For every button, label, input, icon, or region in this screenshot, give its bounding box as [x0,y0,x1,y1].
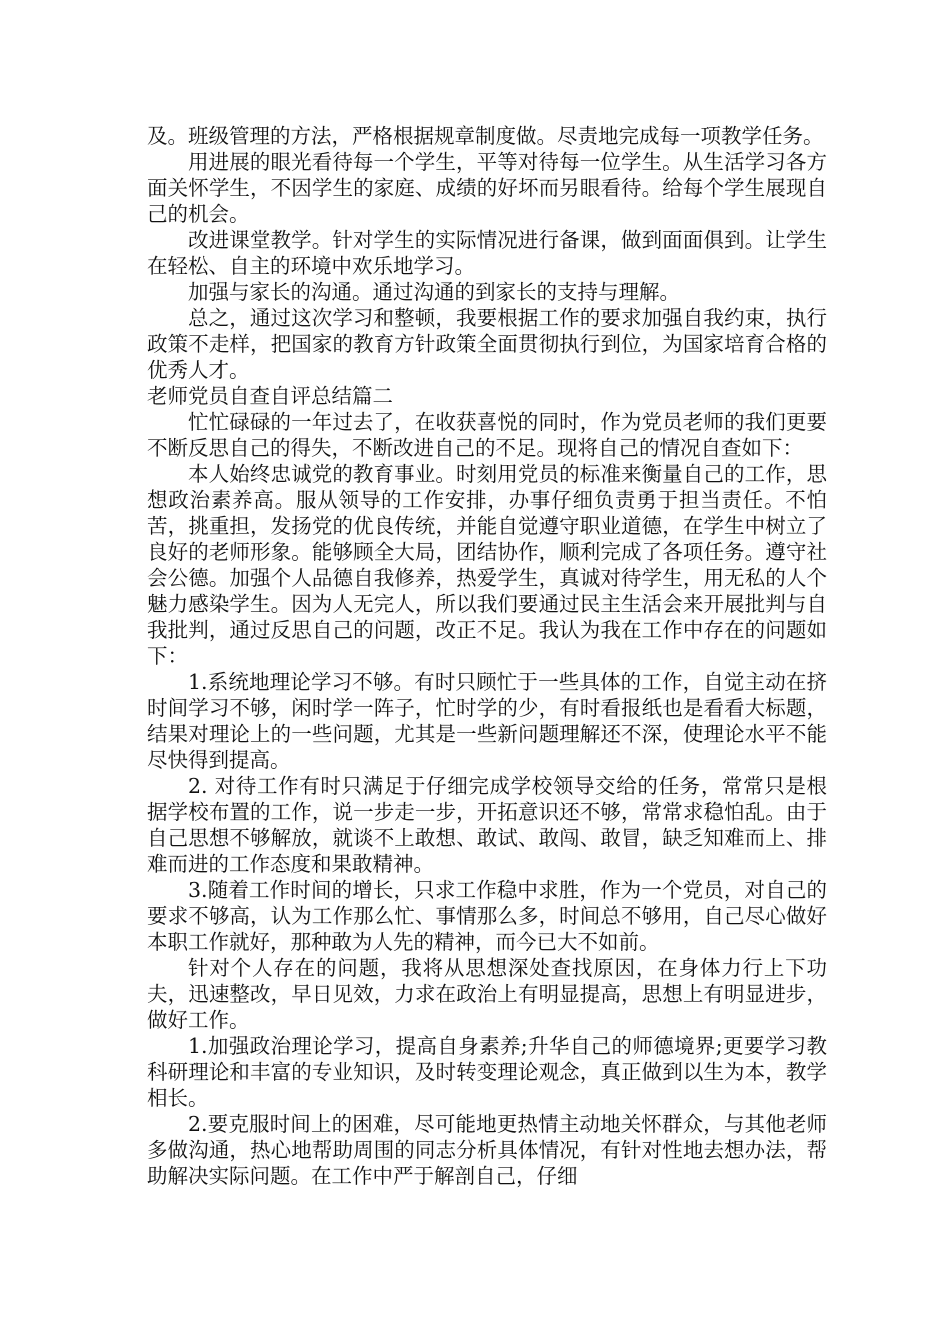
paragraph-14: 2.要克服时间上的困难，尽可能地更热情主动地关怀群众，与其他老师多做沟通，热心地帮助周围的同志分析具体情况，有针对性地去想办法，帮助解决实际问题。在工作中严于解剖自己，仔细 [147,1112,827,1188]
paragraph-4: 加强与家长的沟通。通过沟通的到家长的支持与理解。 [188,280,680,304]
paragraph-5: 总之，通过这次学习和整顿，我要根据工作的要求加强自我约束，执行政策不走样，把国家的教育方针政策全面贯彻执行到位，为国家培育合格的优秀人才。 [147,306,827,382]
paragraph-11: 3.随着工作时间的增长，只求工作稳中求胜，作为一个党员，对自己的要求不够高，认为工作那么忙、事情那么多，时间总不够用，自己尽心做好本职工作就好，那种敢为人先的精神，而今已大不如前。 [147,878,827,954]
section-heading: 老师党员自查自评总结篇二 [147,384,393,408]
paragraph-2: 用进展的眼光看待每一个学生，平等对待每一位学生。从生活学习各方面关怀学生，不因学生的家庭、成绩的好坏而另眼看待。给每个学生展现自己的机会。 [147,150,827,226]
paragraph-1: 及。班级管理的方法，严格根据规章制度做。尽责地完成每一项教学任务。 [147,124,824,148]
paragraph-8: 本人始终忠诚党的教育事业。时刻用党员的标准来衡量自己的工作，思想政治素养高。服从领导的工作安排，办事仔细负责勇于担当责任。不怕苦，挑重担，发扬党的优良传统，并能自觉遵守职业道德，在学生中树立了良好的老师形象。能够顾全大局，团结协作，顺利完成了各项任务。遵守社会公德。加强个人品德自我修养，热爱学生，真诚对待学生，用无私的人个魅力感染学生。因为人无完人，所以我们要通过民主生活会来开展批判与自我批判，通过反思自己的问题，改正不足。我认为我在工作中存在的问题如下： [147,462,827,668]
paragraph-13: 1.加强政治理论学习，提高自身素养;升华自己的师德境界;更要学习教科研理论和丰富的专业知识，及时转变理论观念，真正做到以生为本，教学相长。 [147,1034,827,1110]
paragraph-12: 针对个人存在的问题，我将从思想深处查找原因，在身体力行上下功夫，迅速整改，早日见效，力求在政治上有明显提高，思想上有明显进步，做好工作。 [147,956,827,1032]
paragraph-9: 1.系统地理论学习不够。有时只顾忙于一些具体的工作，自觉主动在挤时间学习不够，闲时学一阵子，忙时学的少，有时看报纸也是看看大标题，结果对理论上的一些问题，尤其是一些新问题理解还不深，使理论水平不能尽快得到提高。 [147,670,827,772]
paragraph-10: 2. 对待工作有时只满足于仔细完成学校领导交给的任务，常常只是根据学校布置的工作，说一步走一步，开拓意识还不够，常常求稳怕乱。由于自己思想不够解放，就谈不上敢想、敢试、敢闯、敢冒，缺乏知难而上、排难而进的工作态度和果敢精神。 [147,774,827,876]
document-body [147,123,827,1189]
paragraph-3: 改进课堂教学。针对学生的实际情况进行备课，做到面面俱到。让学生在轻松、自主的环境中欢乐地学习。 [147,228,827,278]
paragraph-7: 忙忙碌碌的一年过去了，在收获喜悦的同时，作为党员老师的我们更要不断反思自己的得失，不断改进自己的不足。现将自己的情况自查如下： [147,410,827,460]
